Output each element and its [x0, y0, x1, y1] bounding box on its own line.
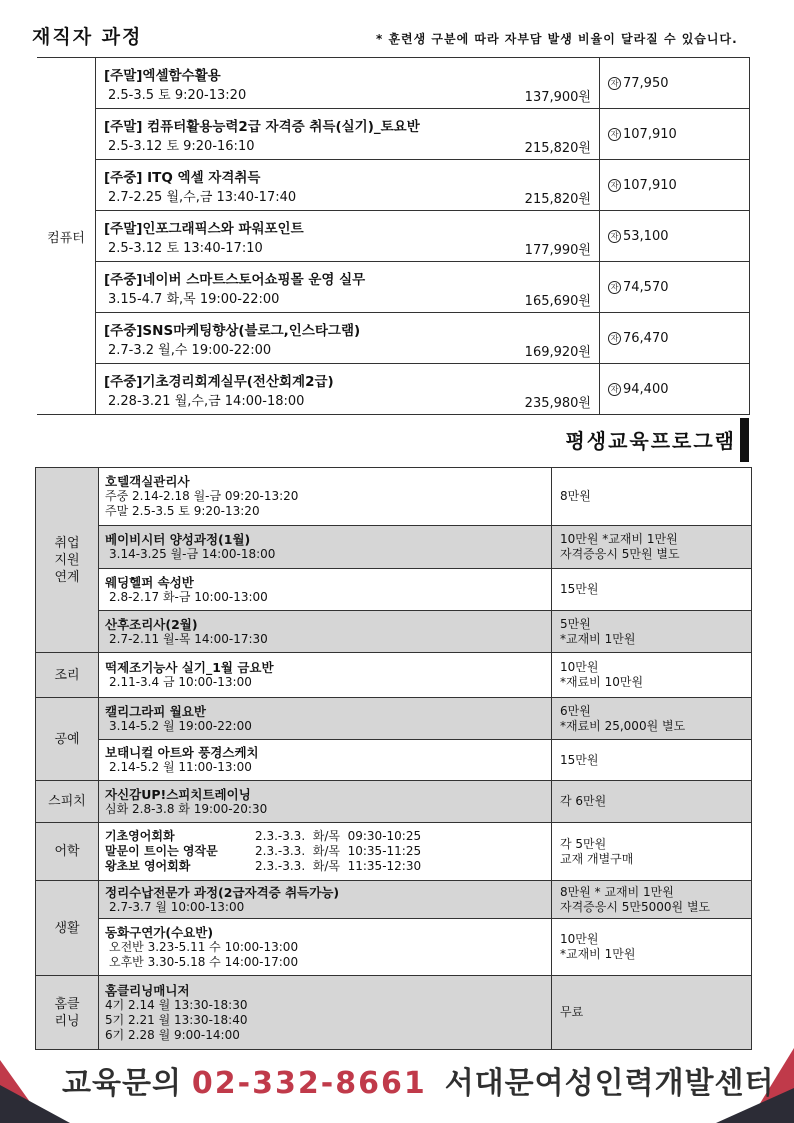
fee-line: 교재 개별구매 [560, 851, 634, 866]
section-title-lifelong: 평생교육프로그램 [565, 429, 736, 453]
fee-line: 15만원 [560, 752, 599, 767]
program-schedule: 2.11-3.4 금 10:00-13:00 [109, 675, 252, 689]
fee-line: 5만원 [560, 616, 591, 631]
course-time: 2.3.-3.3. 화/목 10:35-11:25 [255, 844, 422, 858]
course-title: [주말] 컴퓨터활용능력2급 자격증 취득(실기)_토요반 [104, 118, 420, 135]
program-row [36, 976, 752, 1050]
course-price: 215,820원 [524, 141, 591, 156]
section-title-worker: 재직자 과정 [32, 26, 143, 48]
course-name: 기초영어회화 [105, 829, 175, 843]
fee-line: 6만원 [560, 703, 591, 718]
program-fee [552, 698, 752, 740]
program-row [36, 611, 752, 653]
self-pay-cell [600, 364, 750, 415]
fee-line: 10만원 [560, 660, 599, 674]
program-fee [552, 976, 752, 1050]
category-line: 연계 [54, 569, 80, 585]
program-row [36, 781, 752, 823]
program-title: 동화구연가(수요반) [105, 924, 214, 940]
self-pay-mark-icon: 자 [608, 383, 621, 396]
contact-label: 교육문의 [62, 1066, 182, 1101]
program-schedule: 오후반 3.30-5.18 수 14:00-17:00 [109, 954, 299, 969]
program-fee [552, 468, 752, 526]
program-category [36, 468, 99, 653]
fee-line: 자격증응시 5만5000원 별도 [560, 899, 711, 914]
self-pay-amount: 53,100 [623, 228, 669, 244]
course-info [96, 160, 600, 211]
lifelong-program-table [35, 467, 752, 1050]
course-schedule: 2.7-2.25 월,수,금 13:40-17:40 [108, 189, 297, 205]
contact-phone[interactable]: 02-332-8661 [191, 1066, 427, 1101]
program-schedule: 주말 2.5-3.5 토 9:20-13:20 [105, 504, 260, 518]
self-pay-amount: 107,910 [623, 126, 677, 142]
course-title: [주중] ITQ 엑셀 자격취득 [104, 169, 261, 186]
course-time: 2.3.-3.3. 화/목 09:30-10:25 [255, 829, 422, 843]
course-title: [주중]네이버 스마트스토어쇼핑몰 운영 실무 [104, 271, 366, 288]
program-description [99, 781, 552, 823]
course-price: 215,820원 [524, 192, 591, 207]
course-title: [주중]SNS마케팅향상(블로그,인스타그램) [104, 322, 361, 339]
course-info [96, 58, 600, 109]
course-price: 169,920원 [524, 345, 591, 360]
self-pay-cell [600, 58, 750, 109]
course-name: 말문이 트이는 영작문 [105, 844, 218, 858]
program-title: 떡제조기능사 실기_1월 금요반 [105, 660, 274, 675]
fee-line: 10만원 *교재비 1만원 [560, 532, 678, 546]
course-schedule: 2.28-3.21 월,수,금 14:00-18:00 [108, 393, 305, 409]
program-category: 공예 [36, 698, 99, 781]
self-pay-note: * 훈련생 구분에 따라 자부담 발생 비율이 달라질 수 있습니다. [376, 32, 738, 46]
program-description [99, 740, 552, 781]
self-pay-amount: 76,470 [623, 330, 669, 346]
program-title: 캘리그라피 월요반 [105, 703, 206, 719]
self-pay-amount: 77,950 [623, 75, 669, 91]
program-fee [552, 823, 752, 881]
self-pay-amount: 94,400 [623, 381, 669, 397]
course-title: [주중]기초경리회계실무(전산회계2급) [104, 373, 334, 390]
program-row [36, 740, 752, 781]
program-schedule: 2.7-2.11 월-목 14:00-17:30 [109, 631, 268, 646]
program-schedule: 2.14-5.2 월 11:00-13:00 [109, 760, 252, 774]
course-title: [주말]인포그래픽스와 파워포인트 [104, 220, 304, 237]
course-info [96, 109, 600, 160]
program-fee [552, 919, 752, 976]
fee-line: *교재비 1만원 [560, 631, 636, 646]
program-description [99, 881, 552, 919]
self-pay-mark-icon: 자 [608, 281, 621, 294]
program-title: 홈클리닝매니저 [105, 982, 190, 998]
program-row [36, 569, 752, 611]
course-schedule: 2.5-3.12 토 9:20-16:10 [108, 138, 255, 154]
fee-line: 8만원 * 교재비 1만원 [560, 884, 674, 899]
program-description [99, 653, 552, 698]
category-line: 지원 [54, 552, 80, 568]
self-pay-cell [600, 160, 750, 211]
program-category: 어학 [36, 823, 99, 881]
program-fee [552, 611, 752, 653]
contact-footer [62, 1058, 774, 1102]
program-schedule: 3.14-5.2 월 19:00-22:00 [109, 718, 252, 733]
self-pay-cell [600, 262, 750, 313]
self-pay-mark-icon: 자 [608, 179, 621, 192]
program-category: 조리 [36, 653, 99, 698]
self-pay-cell [600, 109, 750, 160]
program-row [36, 468, 752, 526]
center-name: 서대문여성인력개발센터 [444, 1066, 775, 1101]
program-description [99, 611, 552, 653]
program-row [36, 653, 752, 698]
program-title: 호텔객실관리사 [105, 474, 190, 489]
fee-line: 10만원 [560, 932, 599, 946]
self-pay-mark-icon: 자 [608, 128, 621, 141]
course-line [105, 859, 545, 874]
category-cell: 컴퓨터 [37, 58, 96, 415]
program-schedule: 주중 2.14-2.18 월-금 09:20-13:20 [105, 489, 299, 503]
course-schedule: 2.5-3.12 토 13:40-17:10 [108, 240, 263, 256]
course-info [96, 364, 600, 415]
course-price: 235,980원 [524, 396, 591, 411]
course-schedule: 2.5-3.5 토 9:20-13:20 [108, 87, 247, 103]
worker-course-table [37, 57, 750, 415]
self-pay-mark-icon: 자 [608, 77, 621, 90]
fee-line: *교재비 1만원 [560, 947, 636, 961]
course-schedule: 3.15-4.7 화,목 19:00-22:00 [108, 291, 280, 307]
program-description [99, 823, 552, 881]
category-line: 리닝 [54, 1013, 80, 1029]
program-schedule: 4기 2.14 월 13:30-18:30 [105, 997, 248, 1012]
fee-line: *재료비 25,000원 별도 [560, 718, 686, 733]
course-schedule: 2.7-3.2 월,수 19:00-22:00 [108, 342, 272, 358]
program-schedule: 2.7-3.7 월 10:00-13:00 [109, 899, 245, 914]
course-row [37, 160, 750, 211]
program-schedule: 5기 2.21 월 13:30-18:40 [105, 1012, 248, 1027]
fee-line: 15만원 [560, 582, 599, 596]
program-row [36, 526, 752, 569]
course-row [37, 364, 750, 415]
course-title: [주말]엑셀함수활용 [104, 67, 221, 84]
course-name: 왕초보 영어회화 [105, 859, 191, 873]
program-fee [552, 526, 752, 569]
course-row [37, 313, 750, 364]
course-row [37, 211, 750, 262]
course-price: 165,690원 [524, 294, 591, 309]
fee-line: 각 6만원 [560, 794, 607, 808]
section-bar [740, 418, 749, 462]
self-pay-cell [600, 211, 750, 262]
program-description [99, 919, 552, 976]
self-pay-amount: 107,910 [623, 177, 677, 193]
fee-line: 무료 [560, 1005, 584, 1019]
program-title: 웨딩헬퍼 속성반 [105, 574, 194, 590]
course-row [37, 109, 750, 160]
self-pay-mark-icon: 자 [608, 332, 621, 345]
program-title: 정리수납전문가 과정(2급자격증 취득가능) [105, 884, 340, 900]
program-title: 자신감UP!스피치트레이닝 [105, 786, 251, 802]
program-category [36, 976, 99, 1050]
program-description [99, 468, 552, 526]
program-schedule: 2.8-2.17 화-금 10:00-13:00 [109, 589, 268, 604]
program-row [36, 919, 752, 976]
program-schedule: 3.14-3.25 월-금 14:00-18:00 [109, 547, 276, 561]
course-row [37, 58, 750, 109]
program-title: 산후조리사(2월) [105, 616, 198, 632]
program-row [36, 881, 752, 919]
program-schedule: 오전반 3.23-5.11 수 10:00-13:00 [109, 939, 299, 954]
fee-line: 자격증응시 5만원 별도 [560, 547, 680, 561]
category-line: 취업 [54, 535, 80, 551]
course-line [105, 844, 545, 859]
program-fee [552, 781, 752, 823]
program-fee [552, 653, 752, 698]
category-line: 홈클 [54, 996, 80, 1012]
course-info [96, 262, 600, 313]
fee-line: *재료비 10만원 [560, 675, 644, 689]
program-description [99, 569, 552, 611]
self-pay-mark-icon: 자 [608, 230, 621, 243]
program-fee [552, 569, 752, 611]
program-schedule: 6기 2.28 월 9:00-14:00 [105, 1027, 240, 1042]
program-fee [552, 740, 752, 781]
program-title: 보태니컬 아트와 풍경스케치 [105, 745, 259, 760]
self-pay-amount: 74,570 [623, 279, 669, 295]
course-price: 137,900원 [524, 90, 591, 105]
self-pay-cell [600, 313, 750, 364]
course-time: 2.3.-3.3. 화/목 11:35-12:30 [255, 859, 422, 873]
program-fee [552, 881, 752, 919]
course-line [105, 829, 545, 844]
program-category: 생활 [36, 881, 99, 976]
program-title: 베이비시터 양성과정(1월) [105, 532, 251, 547]
program-description [99, 698, 552, 740]
program-category: 스피치 [36, 781, 99, 823]
program-row [36, 823, 752, 881]
course-row [37, 262, 750, 313]
course-price: 177,990원 [524, 243, 591, 258]
fee-line: 각 5만원 [560, 836, 607, 851]
course-info [96, 313, 600, 364]
course-info [96, 211, 600, 262]
program-schedule: 심화 2.8-3.8 화 19:00-20:30 [105, 801, 268, 816]
program-row [36, 698, 752, 740]
program-description [99, 526, 552, 569]
program-description [99, 976, 552, 1050]
fee-line: 8만원 [560, 489, 591, 503]
